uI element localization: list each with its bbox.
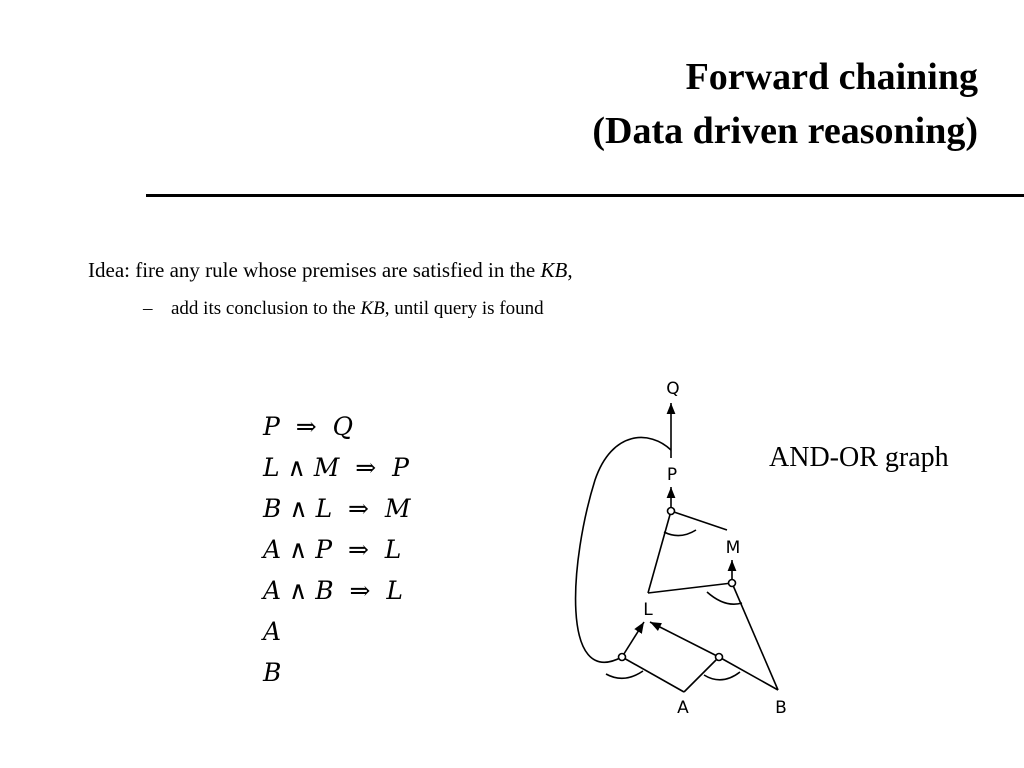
fact-b: B <box>263 658 282 687</box>
node-l: L <box>643 600 653 620</box>
edge-l-to-m-junction <box>648 583 732 593</box>
and-arc-l-right <box>704 672 740 680</box>
and-arc-l-left <box>606 671 643 678</box>
bullet-add-kb: KB <box>360 298 385 319</box>
rule-3: B ∧ L ⇒ M <box>263 494 411 523</box>
edge-junction-l-left <box>622 622 644 657</box>
junction-m <box>729 580 736 587</box>
edge-loop-p-to-l <box>576 438 671 663</box>
edge-m-to-p-junction <box>671 511 727 530</box>
edge-junction-l-right <box>650 622 719 657</box>
edge-l-to-p-junction <box>648 511 671 593</box>
rule-1: P ⇒ Q <box>263 412 354 441</box>
title-line-2: (Data driven reasoning) <box>592 110 978 152</box>
bullet-add-text: add its conclusion to the <box>171 298 361 319</box>
rule-5: A ∧ B ⇒ L <box>263 576 403 605</box>
edge-b-to-l-right-junction <box>719 657 778 690</box>
bullet-idea-comma: , <box>567 258 573 282</box>
edge-a-to-l-left-junction <box>622 657 684 692</box>
bullet-idea-text: Idea: fire any rule whose premises are satisfied in the <box>88 258 541 282</box>
fact-a: A <box>263 617 282 646</box>
node-p: P <box>666 465 678 485</box>
node-q: Q <box>666 379 680 399</box>
junction-p <box>668 508 675 515</box>
graph-caption: AND-OR graph <box>769 442 949 473</box>
bullet-add-tail: , until query is found <box>384 298 544 319</box>
rule-2: L ∧ M ⇒ P <box>263 453 409 482</box>
edge-b-to-m-junction <box>732 583 778 690</box>
junction-l-right <box>716 654 723 661</box>
node-b: B <box>775 698 787 718</box>
node-m: M <box>725 538 741 558</box>
bullet-idea-kb: KB <box>540 258 568 282</box>
and-arc-p <box>664 530 696 536</box>
junction-l-left <box>619 654 626 661</box>
node-a: A <box>677 698 689 718</box>
title-line-1: Forward chaining <box>685 56 978 98</box>
bullet-dash: – <box>143 298 153 319</box>
rule-4: A ∧ P ⇒ L <box>263 535 402 564</box>
edge-a-to-l-right-junction <box>684 657 719 692</box>
